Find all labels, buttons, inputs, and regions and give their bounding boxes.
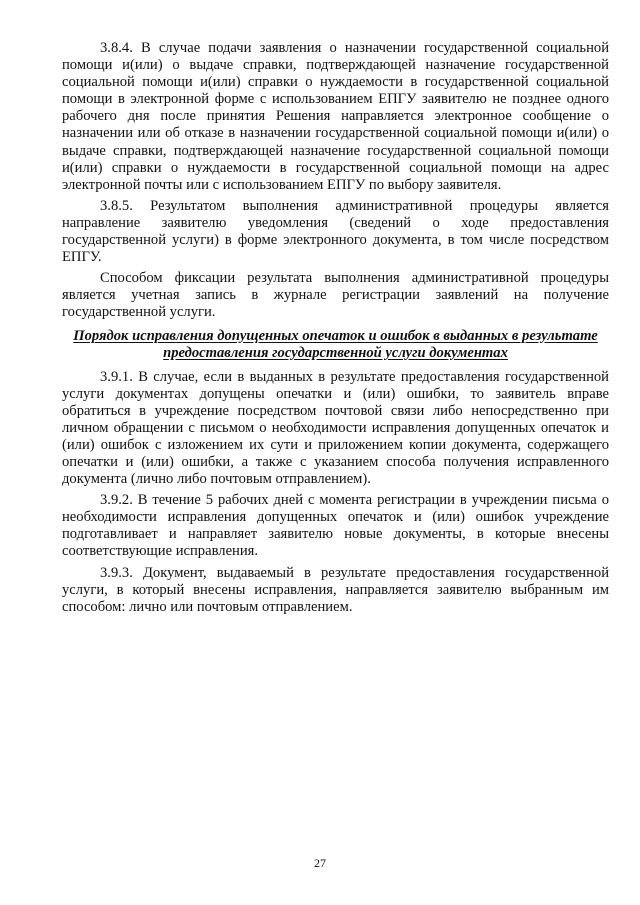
paragraph-3-9-3: 3.9.3. Документ, выдаваемый в результате предоставления государственной услуги, в который внесены исправления, направляется заявителю выбранным им способом: лично или почтовым отправлением.	[62, 564, 609, 615]
section-heading: Порядок исправления допущенных опечаток и ошибок в выданных в результате предоставления государственной услуги документах	[73, 327, 598, 361]
paragraph-3-8-5: 3.8.5. Результатом выполнения административной процедуры является направление заявителю уведомления (сведений о ходе предоставления государственной услуги) в форме электронного документа, в том числе посредством ЕПГУ.	[62, 197, 609, 266]
paragraph-3-9-1: 3.9.1. В случае, если в выданных в результате предоставления государственной услуги документах допущены опечатки и (или) ошибки, то заявитель вправе обратиться в учреждение посредством почтовой связи либо непосредственно при личном обращении с письмом о необходимости исправления допущенных опечаток и (или) ошибок с изложением их сути и приложением копии документа, содержащего опечатки и (или) ошибки, а также с указанием способа получения исправленного документа (лично либо почтовым отправлением).	[62, 368, 609, 488]
paragraph-3-9-2: 3.9.2. В течение 5 рабочих дней с момента регистрации в учреждении письма о необходимости исправления допущенных опечаток и (или) ошибок учреждение подготавливает и направляет заявителю новые документы, в которые внесены соответствующие исправления.	[62, 492, 609, 560]
paragraph-3-8-4: 3.8.4. В случае подачи заявления о назначении государственной социальной помощи и(или) о выдаче справки, подтверждающей назначение государственной социальной помощи и(или) справки о нуждаемости в государственной социальной помощи в электронной форме с использованием ЕПГУ заявителю не позднее одного рабочего дня после принятия Решения направляется электронное сообщение о назначении или об отказе в назначении государственной социальной помощи и(или) о выдаче справки, подтверждающей назначение государственной социальной помощи и(или) справки о нуждаемости в государственной социальной помощи на адрес электронной почты или с использованием ЕПГУ по выбору заявителя.	[62, 40, 609, 193]
paragraph-fixation-method: Способом фиксации результата выполнения административной процедуры является учетная запись в журнале регистрации заявлений на получение государственной услуги.	[62, 270, 609, 321]
page-body	[62, 40, 609, 616]
page-number: 27	[314, 856, 326, 870]
